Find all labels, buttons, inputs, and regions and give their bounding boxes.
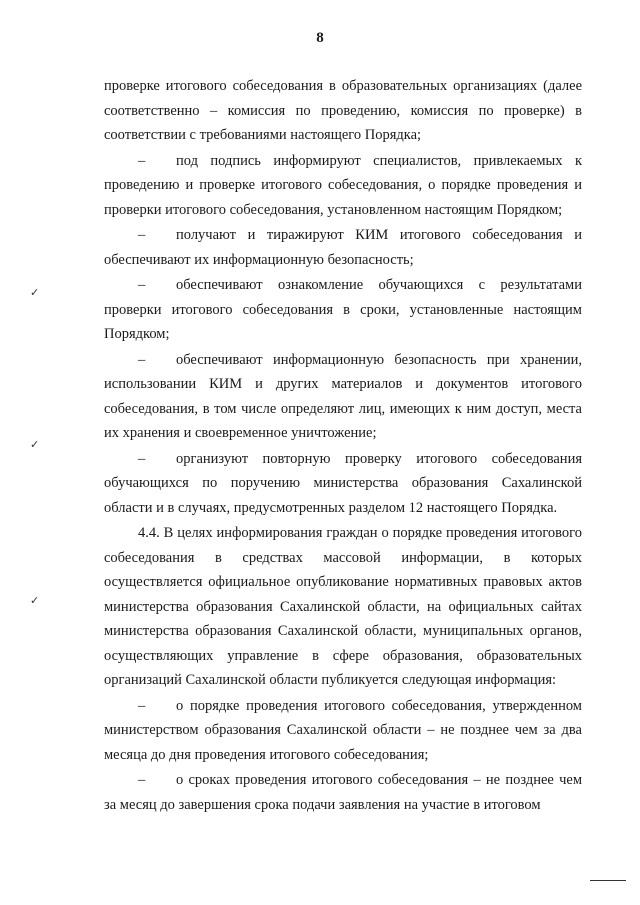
paragraph: проверке итогового собеседования в образовательных организациях (далее соответственно – комиссия по проведению, комиссия по проверке) в соответствии с требованиями настоящего Порядка;	[104, 78, 582, 143]
list-dash: –	[138, 227, 146, 243]
list-item: – обеспечивают информационную безопасность при хранении, использовании КИМ и других материалов и документов итогового собеседования, в том числе определяют лиц, имеющих к ним доступ, места их хранения и своевременное уничтожение;	[104, 348, 582, 446]
list-item: – под подпись информируют специалистов, привлекаемых к проведению и проверке итогового собеседования, о порядке проведения и проверки итогового собеседования, установленном настоящим Порядком;	[104, 149, 582, 223]
paragraph-4-4: 4.4. В целях информирования граждан о порядке проведения итогового собеседования в средствах массовой информации, в которых осуществляется официальное опубликование нормативных правовых актов министерства образования Сахалинской области, на официальных сайтах министерства образования Сахалинской области, муниципальных органов, осуществляющих управление в сфере образования, образовательных организаций Сахалинской области публикуется следующая информация:	[104, 525, 582, 688]
list-dash: –	[138, 277, 146, 293]
margin-mark-2: ✓	[30, 439, 40, 451]
footer-rule	[590, 880, 626, 881]
list-dash: –	[138, 351, 146, 368]
margin-mark-3: ✓	[30, 595, 40, 607]
list-dash: –	[138, 697, 146, 714]
list-item: – о порядке проведения итогового собеседования, утвержденном министерством образования Сахалинской области – не позднее чем за два месяца до дня проведения итогового собеседования;	[104, 694, 582, 768]
list-item: – о сроках проведения итогового собеседования – не позднее чем за месяц до завершения срока подачи заявления на участие в итоговом	[104, 768, 582, 817]
list-dash: –	[138, 772, 146, 788]
list-item: – получают и тиражируют КИМ итогового собеседования и обеспечивают их информационную безопасность;	[104, 223, 582, 272]
page-number: 8	[316, 30, 324, 46]
list-dash: –	[138, 152, 146, 169]
list-dash: –	[138, 450, 146, 467]
list-item: – обеспечивают ознакомление обучающихся с результатами проверки итогового собеседования в сроки, установленные настоящим Порядком;	[104, 273, 582, 347]
margin-mark-1: ✓	[30, 287, 40, 299]
document-body	[104, 74, 582, 818]
list-item: – организуют повторную проверку итогового собеседования обучающихся по поручению министерства образования Сахалинской области и в случаях, предусмотренных разделом 12 настоящего Порядка.	[104, 447, 582, 521]
